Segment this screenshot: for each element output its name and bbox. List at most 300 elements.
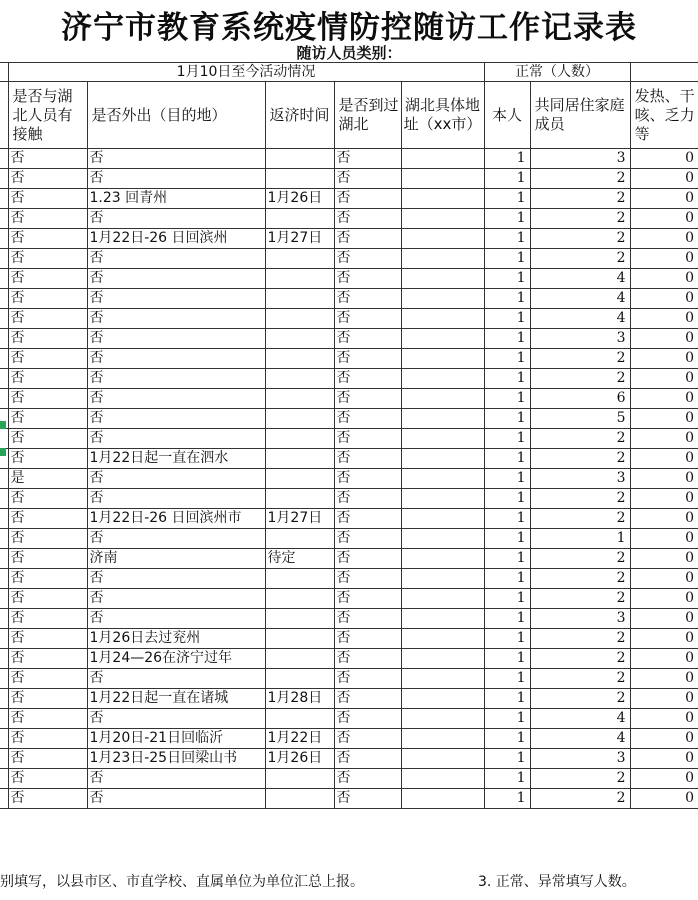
- header-self: 本人: [484, 82, 530, 149]
- cell-family-count: 2: [530, 189, 630, 209]
- cell-hubei-address: [401, 149, 484, 169]
- footer-notes: [0, 870, 698, 894]
- cell-symptom-count: 0: [630, 629, 698, 649]
- cell-symptom-count: 0: [630, 349, 698, 369]
- cell-travel: 否: [87, 589, 265, 609]
- cell-visited-hubei: 否: [334, 169, 401, 189]
- cell-return-date: [265, 469, 334, 489]
- cell-hubei-address: [401, 189, 484, 209]
- row-blank-cell: [0, 709, 8, 729]
- cell-symptom-count: 0: [630, 769, 698, 789]
- cell-contact: 否: [8, 489, 87, 509]
- cell-return-date: [265, 349, 334, 369]
- header-address: 湖北具体地址（xx市）: [401, 82, 484, 149]
- cell-symptom-count: 0: [630, 489, 698, 509]
- cell-symptom-count: 0: [630, 729, 698, 749]
- cell-visited-hubei: 否: [334, 269, 401, 289]
- row-blank-cell: [0, 629, 8, 649]
- cell-family-count: 3: [530, 329, 630, 349]
- cell-self-count: 1: [484, 209, 530, 229]
- cell-family-count: 2: [530, 249, 630, 269]
- cell-contact: 否: [8, 189, 87, 209]
- cell-travel: 否: [87, 389, 265, 409]
- cell-self-count: 1: [484, 469, 530, 489]
- cell-self-count: 1: [484, 309, 530, 329]
- table-row: [0, 689, 698, 709]
- cell-hubei-address: [401, 609, 484, 629]
- cell-return-date: [265, 669, 334, 689]
- cell-hubei-address: [401, 289, 484, 309]
- row-blank-cell: [0, 369, 8, 389]
- cell-travel: 否: [87, 669, 265, 689]
- cell-family-count: 2: [530, 689, 630, 709]
- cell-self-count: 1: [484, 509, 530, 529]
- cell-visited-hubei: 否: [334, 509, 401, 529]
- cell-travel: 1月22日起一直在泗水: [87, 449, 265, 469]
- cell-family-count: 3: [530, 609, 630, 629]
- cell-contact: 否: [8, 609, 87, 629]
- table-row: [0, 529, 698, 549]
- cell-self-count: 1: [484, 729, 530, 749]
- cell-travel: 否: [87, 769, 265, 789]
- cell-visited-hubei: 否: [334, 149, 401, 169]
- cell-visited-hubei: 否: [334, 229, 401, 249]
- cell-contact: 否: [8, 229, 87, 249]
- cell-hubei-address: [401, 549, 484, 569]
- table-row: [0, 249, 698, 269]
- cell-symptom-count: 0: [630, 549, 698, 569]
- row-blank-cell: [0, 309, 8, 329]
- cell-visited-hubei: 否: [334, 469, 401, 489]
- row-blank-cell: [0, 689, 8, 709]
- row-blank-cell: [0, 529, 8, 549]
- table-row: [0, 589, 698, 609]
- table-row: [0, 189, 698, 209]
- row-blank-cell: [0, 169, 8, 189]
- header-activity-group: 1月10日至今活动情况: [8, 63, 484, 82]
- cell-visited-hubei: 否: [334, 689, 401, 709]
- cell-visited-hubei: 否: [334, 729, 401, 749]
- cell-return-date: [265, 429, 334, 449]
- cell-symptom-count: 0: [630, 309, 698, 329]
- header-column-row: [0, 82, 698, 149]
- cell-hubei-address: [401, 209, 484, 229]
- cell-contact: 否: [8, 149, 87, 169]
- cell-travel: 否: [87, 209, 265, 229]
- cell-self-count: 1: [484, 289, 530, 309]
- cell-travel: 1月22日起一直在诸城: [87, 689, 265, 709]
- cell-visited-hubei: 否: [334, 209, 401, 229]
- cell-family-count: 4: [530, 289, 630, 309]
- cell-contact: 否: [8, 589, 87, 609]
- row-blank-cell: [0, 229, 8, 249]
- cell-symptom-count: 0: [630, 149, 698, 169]
- row-blank-cell: [0, 469, 8, 489]
- cell-self-count: 1: [484, 249, 530, 269]
- row-blank-cell: [0, 249, 8, 269]
- table-row: [0, 649, 698, 669]
- cell-hubei-address: [401, 349, 484, 369]
- cell-family-count: 2: [530, 669, 630, 689]
- cell-return-date: [265, 789, 334, 809]
- cell-self-count: 1: [484, 689, 530, 709]
- cell-return-date: [265, 529, 334, 549]
- cell-visited-hubei: 否: [334, 709, 401, 729]
- cell-hubei-address: [401, 309, 484, 329]
- cell-travel: 否: [87, 269, 265, 289]
- cell-visited-hubei: 否: [334, 569, 401, 589]
- cell-self-count: 1: [484, 789, 530, 809]
- cell-return-date: [265, 409, 334, 429]
- cell-visited-hubei: 否: [334, 409, 401, 429]
- cell-return-date: [265, 629, 334, 649]
- cell-hubei-address: [401, 469, 484, 489]
- row-blank-cell: [0, 209, 8, 229]
- cell-contact: 否: [8, 649, 87, 669]
- cell-contact: 否: [8, 669, 87, 689]
- table-row: [0, 349, 698, 369]
- cell-self-count: 1: [484, 389, 530, 409]
- cell-self-count: 1: [484, 569, 530, 589]
- cell-family-count: 4: [530, 269, 630, 289]
- table-row: [0, 489, 698, 509]
- row-blank-cell: [0, 349, 8, 369]
- cell-family-count: 2: [530, 349, 630, 369]
- table-row: [0, 309, 698, 329]
- cell-return-date: [265, 369, 334, 389]
- cell-hubei-address: [401, 409, 484, 429]
- header-symptom: 发热、干咳、乏力等: [630, 82, 698, 149]
- cell-hubei-address: [401, 689, 484, 709]
- cell-travel: 否: [87, 249, 265, 269]
- cell-family-count: 5: [530, 409, 630, 429]
- cell-hubei-address: [401, 709, 484, 729]
- cell-family-count: 1: [530, 529, 630, 549]
- row-blank-cell: [0, 269, 8, 289]
- header-return: 返济时间: [265, 82, 334, 149]
- cell-visited-hubei: 否: [334, 429, 401, 449]
- cell-contact: 否: [8, 409, 87, 429]
- cell-return-date: [265, 649, 334, 669]
- cell-symptom-count: 0: [630, 609, 698, 629]
- cell-family-count: 3: [530, 469, 630, 489]
- row-blank-cell: [0, 189, 8, 209]
- footer-note-right: 3. 正常、异常填写人数。: [478, 874, 636, 890]
- cell-symptom-count: 0: [630, 169, 698, 189]
- record-table: [0, 62, 698, 809]
- cell-family-count: 3: [530, 749, 630, 769]
- cell-family-count: 4: [530, 309, 630, 329]
- cell-symptom-count: 0: [630, 589, 698, 609]
- cell-return-date: [265, 149, 334, 169]
- table-row: [0, 429, 698, 449]
- cell-symptom-count: 0: [630, 409, 698, 429]
- cell-symptom-count: 0: [630, 429, 698, 449]
- cell-visited-hubei: 否: [334, 449, 401, 469]
- header-hubei: 是否到过湖北: [334, 82, 401, 149]
- cell-family-count: 6: [530, 389, 630, 409]
- cell-family-count: 2: [530, 649, 630, 669]
- cell-contact: 否: [8, 269, 87, 289]
- cell-return-date: [265, 609, 334, 629]
- header-blank-cell: [0, 82, 8, 149]
- cell-family-count: 2: [530, 769, 630, 789]
- cell-hubei-address: [401, 509, 484, 529]
- table-row: [0, 149, 698, 169]
- cell-symptom-count: 0: [630, 709, 698, 729]
- cell-contact: 否: [8, 509, 87, 529]
- cell-hubei-address: [401, 769, 484, 789]
- cell-hubei-address: [401, 329, 484, 349]
- cell-visited-hubei: 否: [334, 789, 401, 809]
- table-row: [0, 449, 698, 469]
- cell-self-count: 1: [484, 709, 530, 729]
- cell-hubei-address: [401, 529, 484, 549]
- cell-travel: 否: [87, 429, 265, 449]
- row-blank-cell: [0, 429, 8, 449]
- cell-self-count: 1: [484, 649, 530, 669]
- row-blank-cell: [0, 589, 8, 609]
- cell-symptom-count: 0: [630, 689, 698, 709]
- cell-family-count: 2: [530, 209, 630, 229]
- cell-hubei-address: [401, 749, 484, 769]
- table-row: [0, 469, 698, 489]
- cell-travel: 1月22日-26 日回滨州市: [87, 509, 265, 529]
- cell-travel: 1月22日-26 日回滨州: [87, 229, 265, 249]
- cell-return-date: [265, 589, 334, 609]
- cell-contact: 否: [8, 689, 87, 709]
- row-blank-cell: [0, 569, 8, 589]
- cell-return-date: [265, 249, 334, 269]
- cell-hubei-address: [401, 429, 484, 449]
- cell-family-count: 2: [530, 429, 630, 449]
- row-blank-cell: [0, 649, 8, 669]
- cell-return-date: [265, 449, 334, 469]
- cell-hubei-address: [401, 269, 484, 289]
- selection-handle-marker: [0, 421, 6, 429]
- cell-return-date: 待定: [265, 549, 334, 569]
- table-row: [0, 629, 698, 649]
- table-row: [0, 389, 698, 409]
- table-row: [0, 229, 698, 249]
- table-row: [0, 569, 698, 589]
- cell-contact: 否: [8, 429, 87, 449]
- cell-return-date: 1月26日: [265, 189, 334, 209]
- cell-travel: 否: [87, 349, 265, 369]
- cell-self-count: 1: [484, 589, 530, 609]
- cell-return-date: [265, 169, 334, 189]
- cell-hubei-address: [401, 569, 484, 589]
- table-row: [0, 709, 698, 729]
- cell-family-count: 2: [530, 549, 630, 569]
- row-blank-cell: [0, 389, 8, 409]
- row-blank-cell: [0, 669, 8, 689]
- cell-visited-hubei: 否: [334, 249, 401, 269]
- cell-travel: 1.23 回青州: [87, 189, 265, 209]
- header-group-row: [0, 63, 698, 82]
- cell-travel: 1月20日-21日回临沂: [87, 729, 265, 749]
- cell-family-count: 2: [530, 489, 630, 509]
- cell-visited-hubei: 否: [334, 629, 401, 649]
- cell-hubei-address: [401, 369, 484, 389]
- cell-self-count: 1: [484, 549, 530, 569]
- cell-hubei-address: [401, 729, 484, 749]
- header-family: 共同居住家庭成员: [530, 82, 630, 149]
- cell-family-count: 2: [530, 449, 630, 469]
- cell-return-date: [265, 269, 334, 289]
- cell-self-count: 1: [484, 189, 530, 209]
- cell-symptom-count: 0: [630, 569, 698, 589]
- cell-contact: 否: [8, 749, 87, 769]
- cell-self-count: 1: [484, 369, 530, 389]
- cell-travel: 否: [87, 529, 265, 549]
- row-blank-cell: [0, 769, 8, 789]
- cell-return-date: 1月22日: [265, 729, 334, 749]
- table-row: [0, 549, 698, 569]
- cell-family-count: 2: [530, 569, 630, 589]
- row-blank-cell: [0, 789, 8, 809]
- cell-contact: 否: [8, 209, 87, 229]
- cell-visited-hubei: 否: [334, 589, 401, 609]
- cell-self-count: 1: [484, 269, 530, 289]
- cell-travel: 否: [87, 309, 265, 329]
- cell-visited-hubei: 否: [334, 769, 401, 789]
- cell-travel: 否: [87, 289, 265, 309]
- table-row: [0, 409, 698, 429]
- table-row: [0, 369, 698, 389]
- cell-return-date: [265, 289, 334, 309]
- cell-travel: 否: [87, 149, 265, 169]
- cell-symptom-count: 0: [630, 509, 698, 529]
- cell-family-count: 2: [530, 369, 630, 389]
- cell-return-date: 1月26日: [265, 749, 334, 769]
- table-row: [0, 269, 698, 289]
- table-row: [0, 289, 698, 309]
- cell-family-count: 4: [530, 709, 630, 729]
- cell-self-count: 1: [484, 409, 530, 429]
- cell-travel: 1月23日-25日回梁山书: [87, 749, 265, 769]
- cell-visited-hubei: 否: [334, 489, 401, 509]
- cell-symptom-count: 0: [630, 389, 698, 409]
- cell-visited-hubei: 否: [334, 329, 401, 349]
- cell-travel: 济南: [87, 549, 265, 569]
- cell-travel: 否: [87, 569, 265, 589]
- cell-contact: 否: [8, 329, 87, 349]
- cell-symptom-count: 0: [630, 789, 698, 809]
- cell-hubei-address: [401, 629, 484, 649]
- cell-return-date: [265, 309, 334, 329]
- page-title: 济宁市教育系统疫情防控随访工作记录表: [61, 10, 637, 46]
- cell-visited-hubei: 否: [334, 609, 401, 629]
- cell-hubei-address: [401, 649, 484, 669]
- cell-return-date: [265, 769, 334, 789]
- cell-contact: 否: [8, 169, 87, 189]
- cell-contact: 否: [8, 369, 87, 389]
- cell-contact: 否: [8, 709, 87, 729]
- row-blank-cell: [0, 549, 8, 569]
- cell-travel: 否: [87, 169, 265, 189]
- cell-self-count: 1: [484, 169, 530, 189]
- row-blank-cell: [0, 489, 8, 509]
- row-blank-cell: [0, 609, 8, 629]
- cell-self-count: 1: [484, 769, 530, 789]
- cell-travel: 否: [87, 609, 265, 629]
- cell-symptom-count: 0: [630, 289, 698, 309]
- cell-contact: 否: [8, 249, 87, 269]
- table-row: [0, 609, 698, 629]
- cell-family-count: 2: [530, 589, 630, 609]
- cell-contact: 否: [8, 549, 87, 569]
- cell-self-count: 1: [484, 329, 530, 349]
- cell-symptom-count: 0: [630, 649, 698, 669]
- cell-symptom-count: 0: [630, 669, 698, 689]
- cell-return-date: [265, 389, 334, 409]
- cell-hubei-address: [401, 449, 484, 469]
- cell-symptom-count: 0: [630, 529, 698, 549]
- row-blank-cell: [0, 329, 8, 349]
- cell-visited-hubei: 否: [334, 649, 401, 669]
- cell-contact: 否: [8, 449, 87, 469]
- cell-self-count: 1: [484, 449, 530, 469]
- cell-contact: 否: [8, 289, 87, 309]
- header-travel: 是否外出（目的地）: [87, 82, 265, 149]
- cell-travel: 否: [87, 329, 265, 349]
- cell-visited-hubei: 否: [334, 389, 401, 409]
- table-row: [0, 669, 698, 689]
- cell-travel: 否: [87, 489, 265, 509]
- cell-visited-hubei: 否: [334, 189, 401, 209]
- cell-hubei-address: [401, 249, 484, 269]
- cell-self-count: 1: [484, 529, 530, 549]
- cell-self-count: 1: [484, 229, 530, 249]
- cell-travel: 否: [87, 709, 265, 729]
- cell-return-date: [265, 329, 334, 349]
- row-blank-cell: [0, 749, 8, 769]
- cell-return-date: [265, 569, 334, 589]
- table-row: [0, 769, 698, 789]
- cell-travel: 否: [87, 789, 265, 809]
- cell-family-count: 2: [530, 229, 630, 249]
- cell-symptom-count: 0: [630, 269, 698, 289]
- cell-contact: 否: [8, 729, 87, 749]
- cell-travel: 1月24—26在济宁过年: [87, 649, 265, 669]
- cell-self-count: 1: [484, 609, 530, 629]
- cell-contact: 否: [8, 789, 87, 809]
- cell-visited-hubei: 否: [334, 349, 401, 369]
- cell-symptom-count: 0: [630, 189, 698, 209]
- cell-symptom-count: 0: [630, 329, 698, 349]
- cell-symptom-count: 0: [630, 229, 698, 249]
- cell-travel: 否: [87, 409, 265, 429]
- cell-contact: 否: [8, 629, 87, 649]
- table-row: [0, 509, 698, 529]
- cell-contact: 否: [8, 389, 87, 409]
- cell-hubei-address: [401, 229, 484, 249]
- cell-hubei-address: [401, 169, 484, 189]
- cell-hubei-address: [401, 589, 484, 609]
- cell-hubei-address: [401, 389, 484, 409]
- cell-hubei-address: [401, 669, 484, 689]
- header-contact: 是否与湖北人员有接触: [8, 82, 87, 149]
- row-blank-cell: [0, 729, 8, 749]
- cell-family-count: 2: [530, 629, 630, 649]
- cell-family-count: 2: [530, 169, 630, 189]
- table-row: [0, 749, 698, 769]
- cell-return-date: [265, 709, 334, 729]
- table-row: [0, 329, 698, 349]
- cell-return-date: 1月27日: [265, 509, 334, 529]
- cell-symptom-count: 0: [630, 749, 698, 769]
